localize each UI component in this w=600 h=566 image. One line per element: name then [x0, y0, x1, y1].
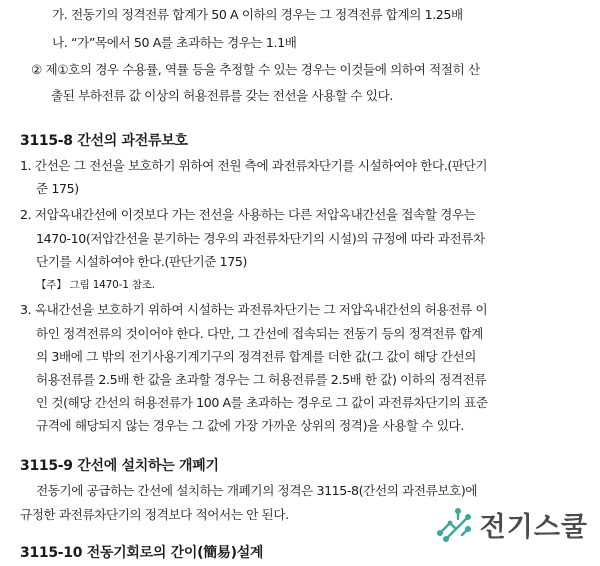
note-figure-ref: 【주】 그림 1470-1 참조. [36, 279, 155, 291]
section9-line1: 전동기에 공급하는 간선에 설치하는 개폐기의 정격은 3115-8(간선의 과전류보호)에 [36, 483, 478, 498]
text-line-ga: 가. 전동기의 정격전류 합계가 50 A 이하의 경우는 그 정격전류 합계의 1.25배 [52, 7, 463, 22]
watermark-text: 전기스쿨 [479, 512, 588, 543]
watermark-logo [430, 503, 594, 546]
text-line-na: 나. “가”목에서 50 A를 초과하는 경우는 1.1배 [52, 35, 297, 50]
text-line-clause2-cont: 출된 부하전류 값 이상의 허용전류를 갖는 전선을 사용할 수 있다. [51, 88, 393, 103]
item3-line6: 규격에 해당되지 않는 경우는 그 값에 가장 가까운 상위의 정격)을 사용할 수 있다. [36, 418, 464, 433]
section9-line2: 규정한 과전류차단기의 정격보다 적어서는 안 된다. [20, 507, 289, 522]
section-heading-3115-8: 3115-8 간선의 과전류보호 [20, 133, 188, 149]
section-heading-3115-10: 3115-10 전동기회로의 간이(簡易)설계 [20, 545, 264, 561]
item3-line5: 인 것(해당 간선의 허용전류가 100 A를 초과하는 경우로 그 값이 과전류차단기의 표준 [36, 395, 488, 410]
item3-line4: 허용전류를 2.5배 한 값을 초과할 경우는 그 허용전류를 2.5배 한 값) 이하의 정격전류 [36, 372, 487, 387]
item1-line2: 준 175) [36, 181, 79, 196]
item2-line2: 1470-10(저압간선을 분기하는 경우의 과전류차단기의 시설)의 규정에 따라 과전류차 [36, 231, 485, 246]
item1-line1: 1. 간선은 그 전선을 보호하기 위하여 전원 측에 과전류차단기를 시설하여야 한다.(판단기 [20, 158, 488, 173]
section-heading-3115-9: 3115-9 간선에 설치하는 개폐기 [20, 458, 219, 474]
text-line-clause2: ② 제①호의 경우 수용률, 역률 등을 추정할 수 있는 경우는 이것들에 의하여 적절히 산 [31, 62, 480, 77]
circuit-board-icon [436, 507, 472, 543]
item2-line3: 단기를 시설하여야 한다.(판단기준 175) [36, 254, 247, 269]
item2-line1: 2. 저압옥내간선에 이것보다 가는 전선을 사용하는 다른 저압옥내간선을 접속할 경우는 [20, 207, 476, 222]
item3-line3: 의 3배에 그 밖의 전기사용기계기구의 정격전류 합계를 더한 값(그 값이 해당 간선의 [36, 349, 477, 364]
item3-line1: 3. 옥내간선을 보호하기 위하여 시설하는 과전류차단기는 그 저압옥내간선의 허용전류 이 [20, 302, 488, 317]
item3-line2: 하인 정격전류의 것이어야 한다. 다만, 그 간선에 접속되는 전동기 등의 정격전류 합계 [36, 326, 483, 341]
